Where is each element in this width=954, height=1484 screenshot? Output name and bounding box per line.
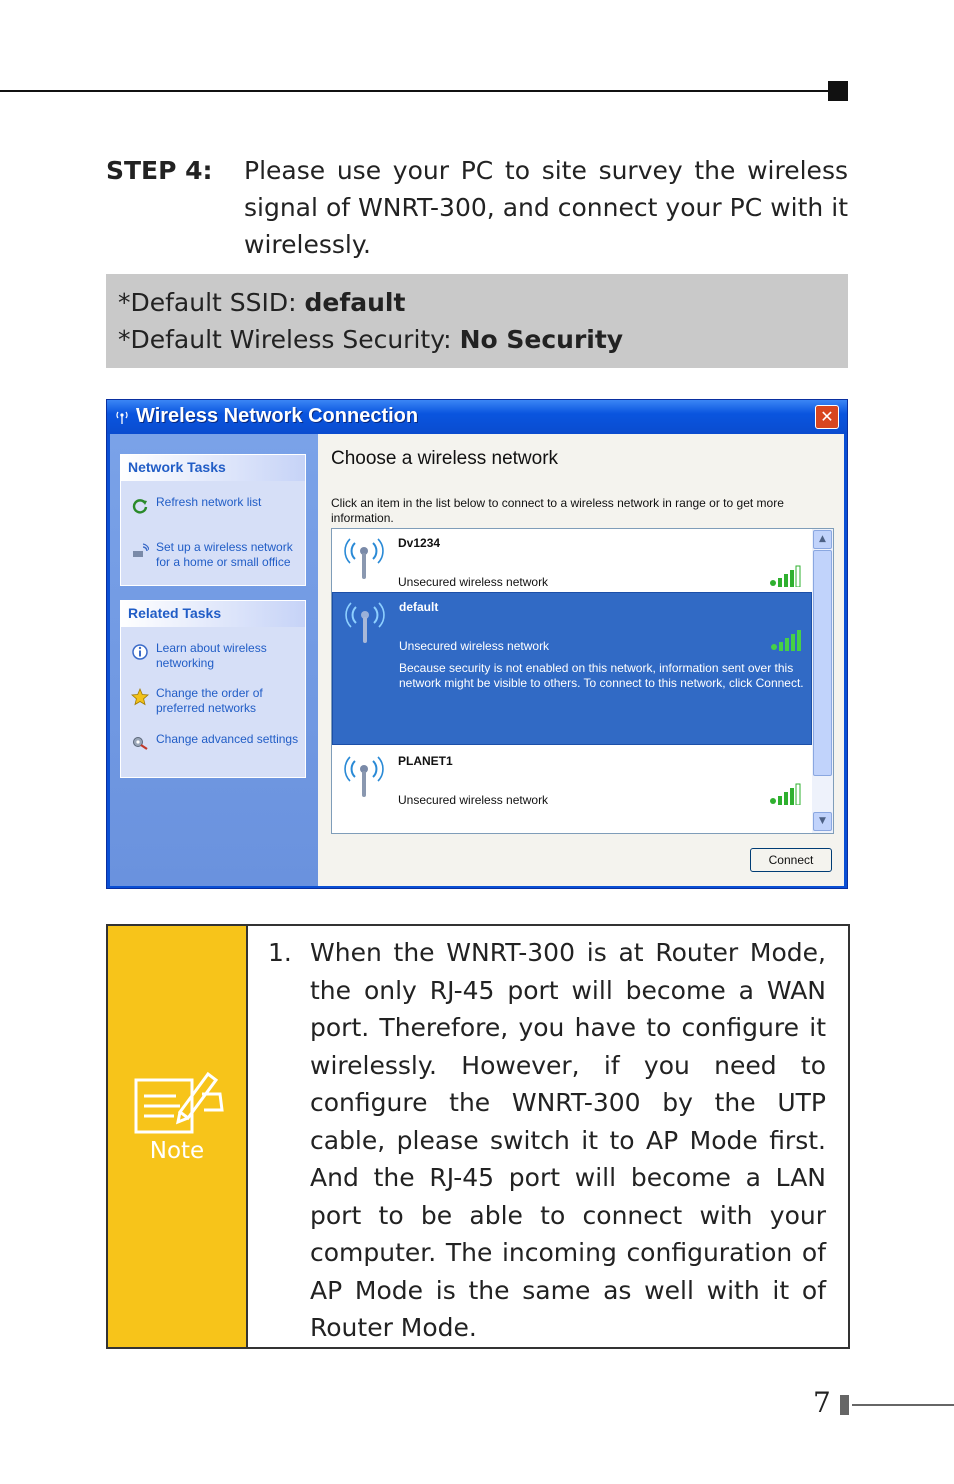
note-label: Note <box>149 1138 205 1164</box>
signal-strength-icon <box>771 629 805 651</box>
default-security-label: *Default Wireless Security: <box>118 325 460 354</box>
network-name: Dv1234 <box>398 536 441 550</box>
close-button[interactable]: ✕ <box>815 405 839 429</box>
wireless-antenna-icon <box>345 601 385 645</box>
network-tasks-panel <box>120 454 306 586</box>
task-change-order-label: Change the order of preferred networks <box>156 686 263 715</box>
refresh-icon <box>131 497 149 515</box>
top-rule <box>0 90 830 92</box>
bottom-square <box>840 1395 849 1415</box>
wireless-network-icon <box>113 408 131 426</box>
star-icon <box>131 688 149 706</box>
related-tasks-header[interactable] <box>121 601 305 627</box>
signal-strength-icon <box>770 783 804 805</box>
network-item[interactable] <box>332 529 812 591</box>
bottom-rule <box>852 1404 954 1406</box>
network-item[interactable] <box>332 747 812 809</box>
settings-icon <box>131 734 149 752</box>
network-tasks-title: Network Tasks <box>128 459 226 475</box>
choose-network-description: Click an item in the list below to connect to a wireless network in range or to get more information. <box>331 496 784 525</box>
note-item-number: 1. <box>268 938 292 967</box>
task-learn-label: Learn about wireless networking <box>156 641 267 670</box>
network-list-scrollbar[interactable] <box>812 529 833 833</box>
network-list <box>331 528 834 834</box>
task-sidebar <box>110 434 318 886</box>
window-client <box>110 434 844 886</box>
defaults-box <box>106 274 848 368</box>
note-pencil-icon <box>130 1066 226 1136</box>
top-corner-square <box>828 81 848 101</box>
task-change-advanced-label: Change advanced settings <box>156 732 299 746</box>
network-item-selected[interactable] <box>332 592 812 745</box>
network-tasks-header[interactable] <box>121 455 305 481</box>
step-label: STEP 4: <box>106 156 213 185</box>
wireless-connection-window <box>106 399 848 889</box>
setup-wireless-icon <box>131 542 149 560</box>
page-number: 7 <box>813 1386 831 1419</box>
scroll-up-icon[interactable]: ▲ <box>813 530 832 549</box>
network-security-message: Because security is not enabled on this network, information sent over this network might be visible to others. To connect to this network, click Connect. <box>399 661 804 690</box>
signal-strength-icon <box>770 565 804 587</box>
note-item-text: When the WNRT-300 is at Router Mode, the only RJ-45 port will become a WAN port. Therefore, you have to configure it wirelessly. However, if you need to configure the WNRT-300 by the UTP cable, please switch it to AP Mode first. And the RJ-45 port will become a LAN port to be able to connect with your computer. The incoming configuration of AP Mode is the same as well with it of Router Mode. <box>310 938 826 1342</box>
note-sidebar <box>108 926 248 1347</box>
default-security-line <box>118 321 623 358</box>
network-name: PLANET1 <box>398 754 453 768</box>
choose-network-heading: Choose a wireless network <box>331 448 559 469</box>
default-ssid-value: default <box>304 288 406 317</box>
connect-button[interactable]: Connect <box>750 848 832 872</box>
default-ssid-label: *Default SSID: <box>118 288 305 317</box>
default-ssid-line <box>118 284 405 321</box>
scroll-thumb[interactable] <box>813 550 832 776</box>
related-tasks-title: Related Tasks <box>128 605 222 621</box>
note-box <box>106 924 850 1349</box>
step-text: Please use your PC to site survey the wireless signal of WNRT-300, and connect your PC with it wirelessly. <box>244 156 848 259</box>
task-refresh-label: Refresh network list <box>156 495 262 509</box>
wireless-antenna-icon <box>344 537 384 581</box>
wireless-antenna-icon <box>344 755 384 799</box>
related-tasks-panel <box>120 600 306 778</box>
default-security-value: No Security <box>459 325 624 354</box>
window-titlebar[interactable] <box>107 400 847 434</box>
info-icon <box>131 643 149 661</box>
network-name: default <box>399 600 439 614</box>
network-status: Unsecured wireless network <box>399 639 550 653</box>
window-title: Wireless Network Connection <box>136 405 419 427</box>
network-status: Unsecured wireless network <box>398 575 549 589</box>
task-setup-label: Set up a wireless network for a home or small office <box>156 540 293 569</box>
scroll-down-icon[interactable]: ▼ <box>813 812 832 831</box>
network-status: Unsecured wireless network <box>398 793 549 807</box>
